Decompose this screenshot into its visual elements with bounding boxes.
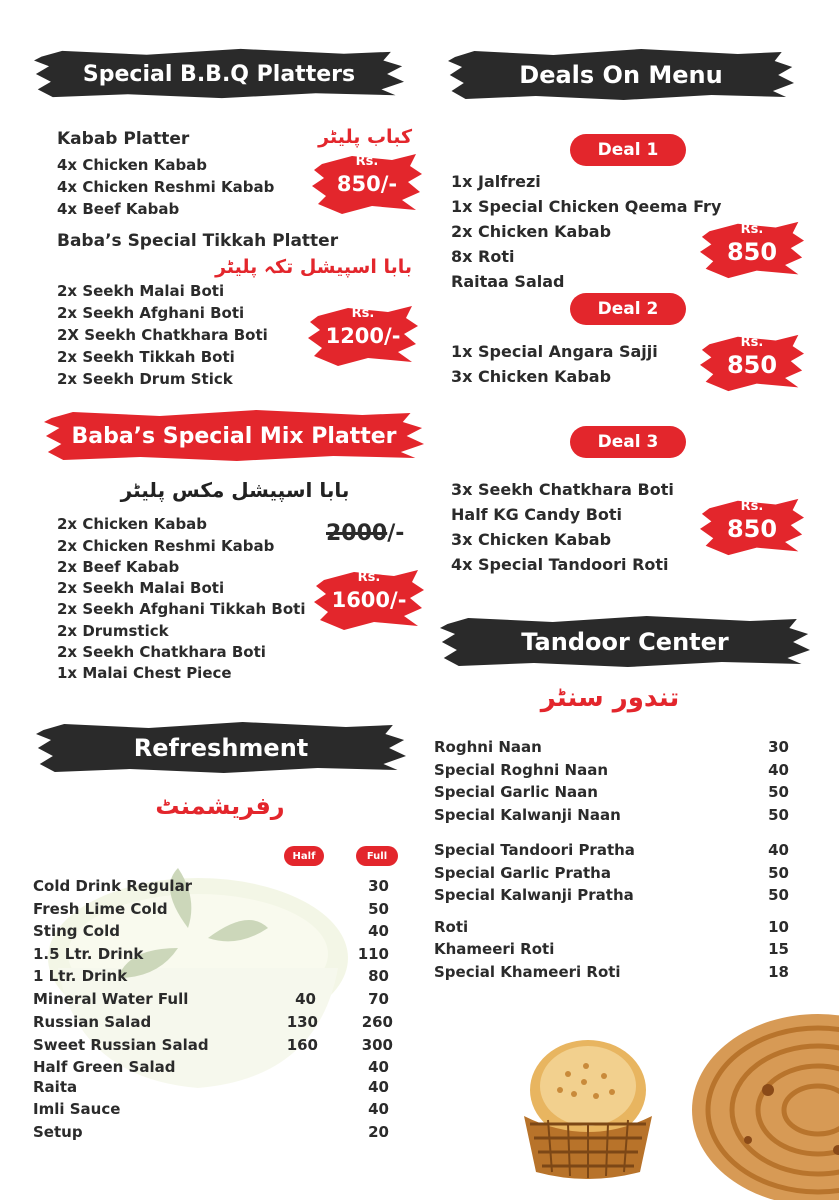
refreshment-full-price: 110 <box>357 945 389 963</box>
tandoor-item-name: Special Roghni Naan <box>434 761 609 779</box>
mix-platter-urdu: بابا اسپیشل مکس پلیٹر <box>120 478 350 502</box>
refreshment-item-name: 1.5 Ltr. Drink <box>33 945 144 963</box>
refreshment-full-price: 70 <box>368 990 389 1008</box>
tandoor-urdu: تندور سنٹر <box>540 683 680 713</box>
refreshment-section-title: Refreshment <box>133 734 309 762</box>
deal-3-price-badge <box>700 497 804 557</box>
tikkah-platter-price-badge <box>308 304 418 368</box>
refreshment-full-price: 260 <box>361 1013 393 1031</box>
tandoor-item-price: 40 <box>768 841 789 859</box>
tandoor-item-name: Special Garlic Pratha <box>434 864 611 882</box>
list-item: 2x Chicken Kabab <box>57 515 208 533</box>
refreshment-item-name: Imli Sauce <box>33 1100 121 1118</box>
tikkah-platter-urdu: بابا اسپیشل تکہ پلیٹر <box>215 256 412 278</box>
tandoor-item-name: Special Tandoori Pratha <box>434 841 635 859</box>
kabab-platter-price-badge <box>312 152 422 216</box>
refreshment-item-name: Sweet Russian Salad <box>33 1036 209 1054</box>
refreshment-half-price: 130 <box>286 1013 318 1031</box>
price-amount: 850 <box>726 515 778 543</box>
kabab-platter-title: Kabab Platter <box>57 129 190 149</box>
price-amount: 850/- <box>336 172 398 196</box>
mix-section-title: Baba’s Special Mix Platter <box>71 423 397 449</box>
old-price-number: 2000 <box>326 521 388 546</box>
list-item: 2X Seekh Chatkhara Boti <box>57 326 268 344</box>
refreshment-full-price: 40 <box>368 1058 389 1076</box>
paratha-image <box>688 1000 839 1200</box>
refreshment-item-name: Setup <box>33 1123 83 1141</box>
deals-section-header <box>448 47 794 103</box>
list-item: 3x Seekh Chatkhara Boti <box>451 480 674 499</box>
tandoor-item-price: 50 <box>768 886 789 904</box>
mix-platter-price-badge <box>314 568 424 632</box>
deal-2-badge: Deal 2 <box>570 293 686 325</box>
deal-1-badge: Deal 1 <box>570 134 686 166</box>
deal-1-price-badge <box>700 220 804 280</box>
list-item: 4x Beef Kabab <box>57 200 180 218</box>
mix-section-header <box>44 408 424 464</box>
tandoor-item-name: Khameeri Roti <box>434 940 555 958</box>
tandoor-item-name: Roti <box>434 918 469 936</box>
tandoor-item-price: 50 <box>768 783 789 801</box>
tandoor-item-price: 18 <box>768 963 789 981</box>
tandoor-item-name: Special Kalwanji Pratha <box>434 886 634 904</box>
list-item: 3x Chicken Kabab <box>451 530 612 549</box>
list-item: 4x Special Tandoori Roti <box>451 555 669 574</box>
tandoor-section-title: Tandoor Center <box>521 628 729 656</box>
tandoor-item-price: 30 <box>768 738 789 756</box>
list-item: 2x Seekh Malai Boti <box>57 579 225 597</box>
price-amount: 850 <box>726 351 778 379</box>
bbq-section-title: Special B.B.Q Platters <box>82 61 356 87</box>
list-item: 2x Seekh Afghani Tikkah Boti <box>57 600 306 618</box>
tandoor-item-price: 40 <box>768 761 789 779</box>
list-item: 2x Seekh Tikkah Boti <box>57 348 235 366</box>
refreshment-item-name: Half Green Salad <box>33 1058 176 1076</box>
refreshment-half-price: 160 <box>286 1036 318 1054</box>
refreshment-full-price: 40 <box>368 922 389 940</box>
kabab-platter-urdu: کباب پلیٹر <box>318 126 412 148</box>
deals-section-title: Deals On Menu <box>519 61 723 89</box>
list-item: Half KG Candy Boti <box>451 505 623 524</box>
tandoor-item-price: 50 <box>768 806 789 824</box>
price-amount: 1600/- <box>331 588 407 612</box>
tandoor-item-price: 10 <box>768 918 789 936</box>
list-item: Raitaa Salad <box>451 272 565 291</box>
price-currency: Rs. <box>351 306 375 321</box>
refreshment-item-name: Raita <box>33 1078 78 1096</box>
list-item: 2x Beef Kabab <box>57 558 180 576</box>
refreshment-section-header <box>36 720 406 776</box>
deal-3-badge: Deal 3 <box>570 426 686 458</box>
old-price-suffix: /- <box>387 521 405 546</box>
refreshment-item-name: Russian Salad <box>33 1013 152 1031</box>
refreshment-full-price: 50 <box>368 900 389 918</box>
half-column-header: Half <box>284 846 324 866</box>
refreshment-item-name: Cold Drink Regular <box>33 877 193 895</box>
refreshment-full-price: 30 <box>368 877 389 895</box>
list-item: 4x Chicken Kabab <box>57 156 208 174</box>
refreshment-item-name: 1 Ltr. Drink <box>33 967 128 985</box>
price-currency: Rs. <box>740 335 764 350</box>
refreshment-half-price: 40 <box>295 990 316 1008</box>
list-item: 2x Seekh Chatkhara Boti <box>57 643 266 661</box>
list-item: 2x Seekh Malai Boti <box>57 282 225 300</box>
full-column-header: Full <box>356 846 398 866</box>
list-item: 2x Seekh Drum Stick <box>57 370 233 388</box>
tandoor-item-name: Special Garlic Naan <box>434 783 598 801</box>
refreshment-urdu: رفریشمنٹ <box>155 792 285 820</box>
list-item: 1x Special Angara Sajji <box>451 342 658 361</box>
price-currency: Rs. <box>355 154 379 169</box>
price-amount: 850 <box>726 238 778 266</box>
list-item: 2x Chicken Kabab <box>451 222 612 241</box>
price-currency: Rs. <box>740 499 764 514</box>
tandoor-section-header <box>440 614 810 670</box>
tandoor-item-name: Roghni Naan <box>434 738 542 756</box>
refreshment-item-name: Sting Cold <box>33 922 120 940</box>
refreshment-full-price: 20 <box>368 1123 389 1141</box>
deal-2-price-badge <box>700 333 804 393</box>
tandoor-item-price: 15 <box>768 940 789 958</box>
refreshment-item-name: Mineral Water Full <box>33 990 189 1008</box>
list-item: 1x Malai Chest Piece <box>57 664 232 682</box>
list-item: 1x Special Chicken Qeema Fry <box>451 197 722 216</box>
price-currency: Rs. <box>357 570 381 585</box>
list-item: 2x Chicken Reshmi Kabab <box>57 537 275 555</box>
list-item: 3x Chicken Kabab <box>451 367 612 386</box>
refreshment-item-name: Fresh Lime Cold <box>33 900 168 918</box>
bbq-section-header <box>34 47 404 101</box>
refreshment-full-price: 300 <box>361 1036 393 1054</box>
list-item: 1x Jalfrezi <box>451 172 541 191</box>
price-currency: Rs. <box>740 222 764 237</box>
bread-basket-image <box>508 1024 668 1184</box>
list-item: 2x Drumstick <box>57 622 169 640</box>
tandoor-item-price: 50 <box>768 864 789 882</box>
mix-old-price <box>326 521 404 546</box>
refreshment-full-price: 80 <box>368 967 389 985</box>
refreshment-full-price: 40 <box>368 1078 389 1096</box>
list-item: 4x Chicken Reshmi Kabab <box>57 178 275 196</box>
tandoor-item-name: Special Khameeri Roti <box>434 963 621 981</box>
price-amount: 1200/- <box>325 324 401 348</box>
list-item: 2x Seekh Afghani Boti <box>57 304 245 322</box>
tandoor-item-name: Special Kalwanji Naan <box>434 806 621 824</box>
tikkah-platter-title: Baba’s Special Tikkah Platter <box>57 231 339 251</box>
list-item: 8x Roti <box>451 247 515 266</box>
refreshment-full-price: 40 <box>368 1100 389 1118</box>
